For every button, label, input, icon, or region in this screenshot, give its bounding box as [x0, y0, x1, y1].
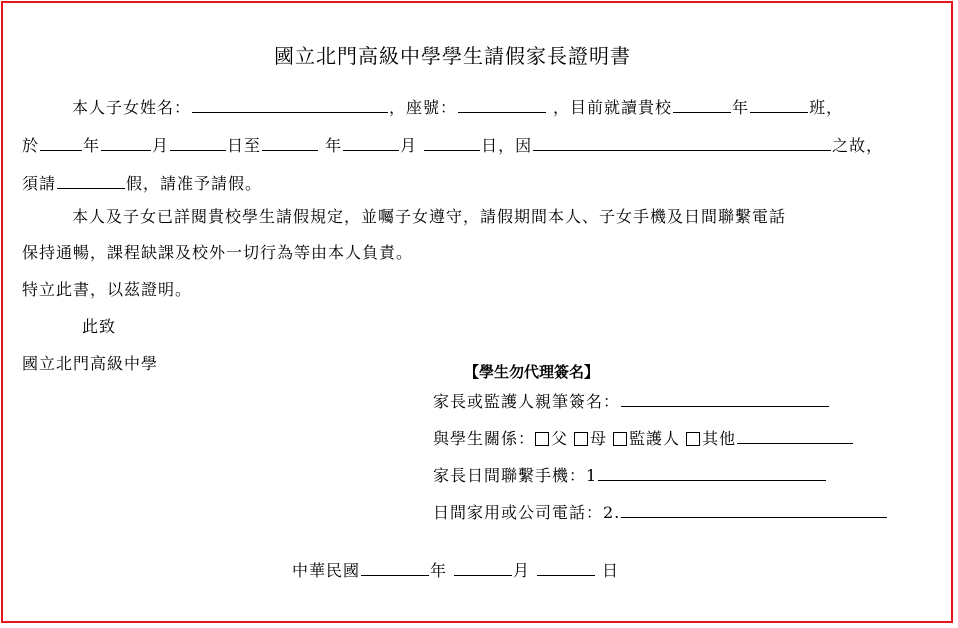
- name-blank[interactable]: [192, 96, 388, 113]
- date-month-label: 月: [513, 561, 531, 580]
- guardian-signature-field[interactable]: [621, 390, 829, 407]
- guardian-signature-label: 家長或監護人親筆簽名：: [433, 392, 621, 411]
- mother-option-label: 母: [590, 429, 608, 448]
- phone-field[interactable]: [621, 501, 887, 518]
- end-month-blank[interactable]: [343, 134, 399, 151]
- request-suffix: 假，請准予請假。: [126, 174, 263, 193]
- other-checkbox[interactable]: [686, 432, 700, 446]
- seat-label: ，座號：: [389, 98, 458, 117]
- guardian-signature-row: [433, 390, 830, 412]
- grade-label: 年: [732, 98, 750, 117]
- relation-row: [433, 427, 854, 449]
- leave-type-line: [22, 172, 262, 194]
- start-month-label: 月: [152, 136, 170, 155]
- reason-end-label: 之故，: [832, 136, 884, 155]
- leave-period-line: [22, 134, 883, 156]
- request-label: 須請: [22, 174, 57, 193]
- from-label: 於: [22, 136, 40, 155]
- guardian-option-label: 監護人: [629, 429, 681, 448]
- mother-checkbox[interactable]: [574, 432, 588, 446]
- agreement-text-line-2: 保持通暢，課程缺課及校外一切行為等由本人負責。: [22, 243, 414, 262]
- end-month-label: 月: [400, 136, 418, 155]
- start-day-to-label: 日至: [227, 136, 262, 155]
- start-day-blank[interactable]: [170, 134, 226, 151]
- phone-row: [433, 501, 888, 523]
- start-year-blank[interactable]: [40, 134, 82, 151]
- guardian-checkbox[interactable]: [613, 432, 627, 446]
- father-option-label: 父: [551, 429, 569, 448]
- leave-type-blank[interactable]: [57, 172, 125, 189]
- date-day-blank[interactable]: [537, 559, 595, 576]
- current-school-label: ，目前就讀貴校: [553, 98, 673, 117]
- reason-blank[interactable]: [533, 134, 831, 151]
- end-year-blank[interactable]: [262, 134, 318, 151]
- date-month-blank[interactable]: [454, 559, 512, 576]
- grade-blank[interactable]: [673, 96, 731, 113]
- other-option-label: 其他: [702, 429, 737, 448]
- end-day-because-label: 日，因: [481, 136, 533, 155]
- end-day-blank[interactable]: [424, 134, 480, 151]
- date-era-label: 中華民國: [292, 561, 361, 580]
- seat-number-blank[interactable]: [458, 96, 546, 113]
- certification-text: 特立此書，以茲證明。: [22, 280, 193, 299]
- salutation: 此致: [82, 317, 117, 336]
- father-checkbox[interactable]: [535, 432, 549, 446]
- no-proxy-signature-note: 【學生勿代理簽名】: [464, 363, 600, 381]
- date-year-blank[interactable]: [361, 559, 429, 576]
- recipient-school: 國立北門高級中學: [22, 354, 159, 373]
- relation-label: 與學生關係：: [433, 429, 536, 448]
- form-border: [1, 1, 953, 623]
- class-label: 班，: [809, 98, 844, 117]
- mobile-label: 家長日間聯繫手機：1: [433, 466, 598, 485]
- date-row: [292, 559, 619, 581]
- class-blank[interactable]: [750, 96, 808, 113]
- phone-label: 日間家用或公司電話：2.: [433, 503, 621, 522]
- start-year-label: 年: [83, 136, 101, 155]
- form-title: 國立北門高級中學學生請假家長證明書: [274, 44, 631, 68]
- date-year-label: 年: [430, 561, 448, 580]
- mobile-field[interactable]: [598, 464, 826, 481]
- start-month-blank[interactable]: [101, 134, 151, 151]
- end-year-label: 年: [325, 136, 343, 155]
- name-label: 本人子女姓名：: [72, 98, 192, 117]
- other-relation-field[interactable]: [737, 427, 853, 444]
- date-day-label: 日: [602, 561, 620, 580]
- agreement-text-line-1: 本人及子女已詳閱貴校學生請假規定，並囑子女遵守，請假期間本人、子女手機及日間聯繫電話: [72, 207, 787, 226]
- mobile-row: [433, 464, 827, 486]
- student-info-line: [72, 96, 843, 118]
